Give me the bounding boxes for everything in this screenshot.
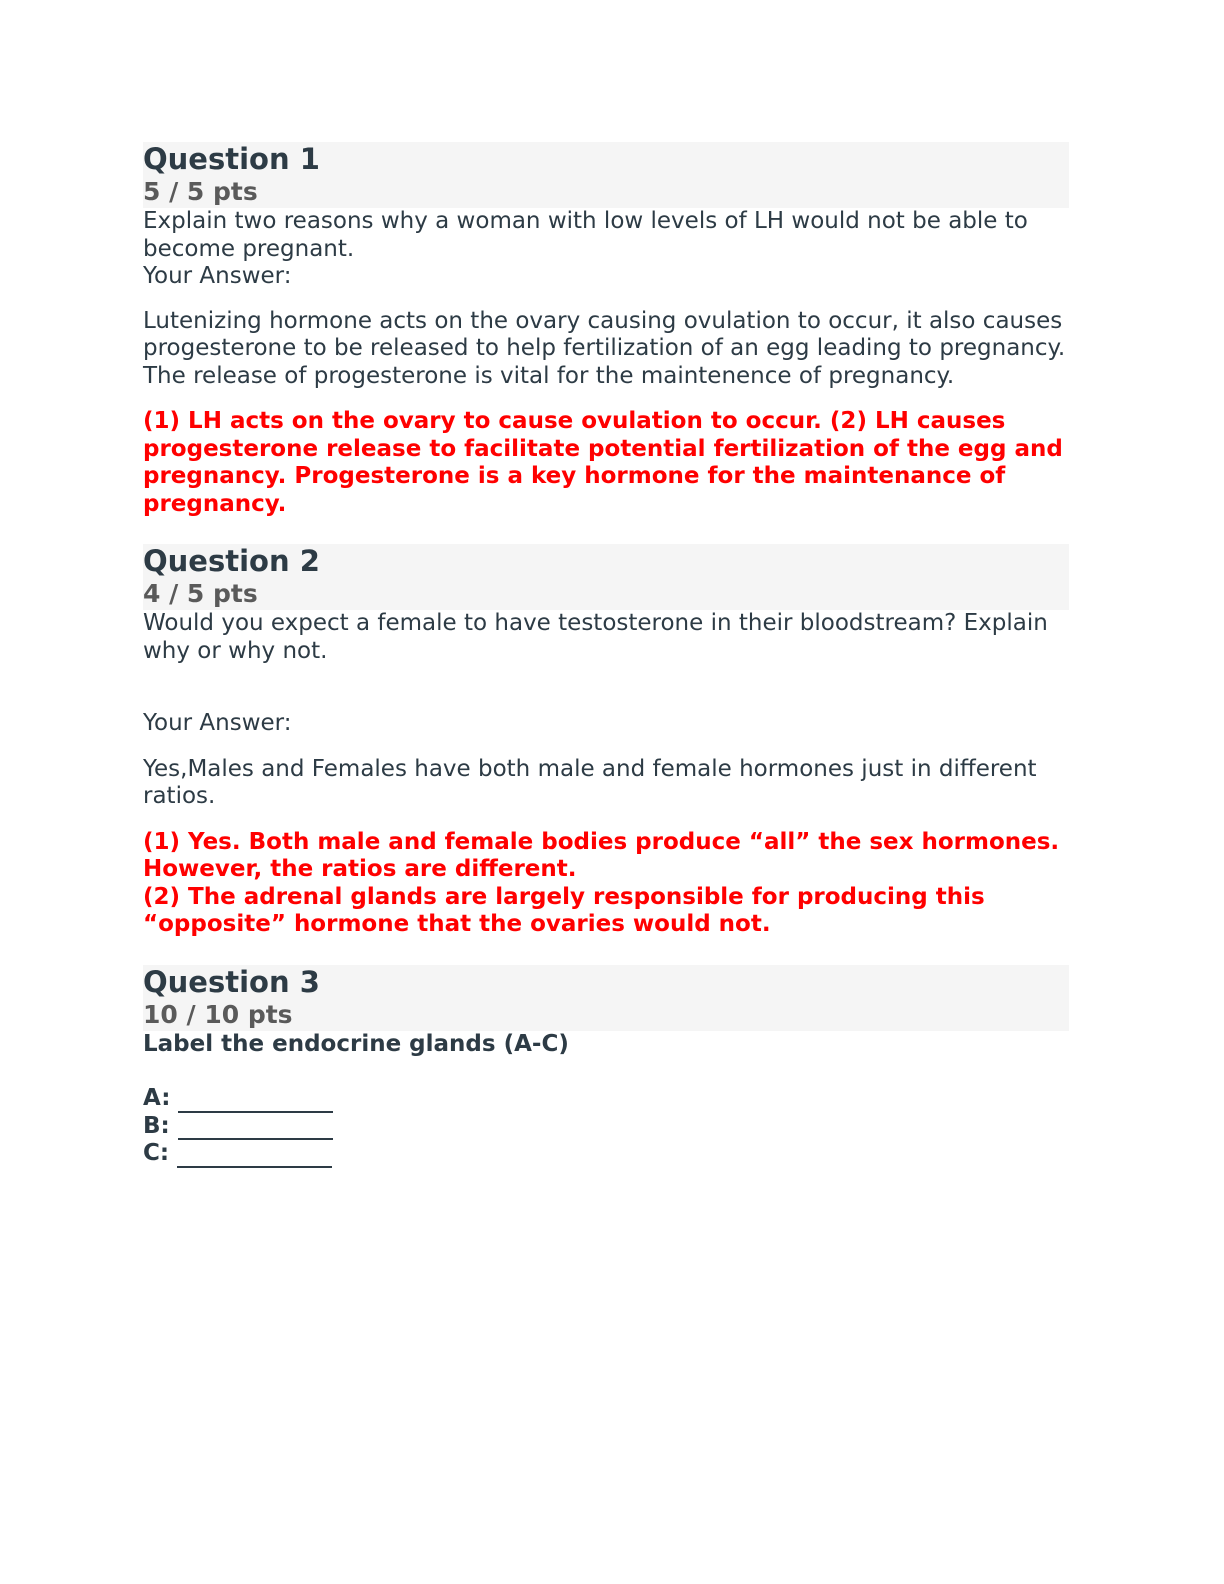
blank-label: C: xyxy=(143,1140,170,1166)
question-3 xyxy=(143,965,1069,1168)
question-header xyxy=(143,142,1069,208)
question-prompt: Explain two reasons why a woman with low levels of LH would not be able to become pregnant. xyxy=(143,208,1028,262)
question-2 xyxy=(143,544,1069,939)
question-header xyxy=(143,544,1069,610)
blank-a[interactable] xyxy=(143,1085,1069,1113)
question-title: Question 1 xyxy=(143,142,320,176)
question-title: Question 3 xyxy=(143,964,320,999)
question-points: 4 / 5 pts xyxy=(143,579,258,608)
feedback-text-1: (1) Yes. Both male and female bodies produce “all” the sex hormones. However, the ratios are different. xyxy=(143,828,1060,882)
answer-label: Your Answer: xyxy=(143,263,292,289)
blank-c[interactable] xyxy=(143,1140,1069,1168)
question-title: Question 2 xyxy=(143,544,320,578)
feedback-text-2: (2) The adrenal glands are largely responsible for producing this “opposite” hormone that the ovaries would not. xyxy=(143,883,985,937)
question-prompt: Label the endocrine glands (A-C) xyxy=(143,1030,569,1057)
blank-label: A: xyxy=(143,1085,171,1111)
question-1 xyxy=(143,142,1069,518)
question-prompt: Would you expect a female to have testosterone in their bloodstream? Explain why or why not. xyxy=(143,610,1048,664)
feedback-text: (1) LH acts on the ovary to cause ovulation to occur. (2) LH causes progesterone release to facilitate potential fertilization of the egg and pregnancy. Progesterone is a key hormone for the maintenance of pregnancy. xyxy=(143,408,1063,517)
question-points: 10 / 10 pts xyxy=(143,999,293,1029)
blank-line xyxy=(177,1146,332,1168)
student-answer: Lutenizing hormone acts on the ovary causing ovulation to occur, it also causes progesterone to be released to help fertilization of an egg leading to pregnancy. The release of progesterone is vital for the maintenence of pregnancy. xyxy=(143,307,1066,389)
student-answer: Yes,Males and Females have both male and female hormones just in different ratios. xyxy=(143,755,1037,809)
blank-b[interactable] xyxy=(143,1113,1069,1141)
blank-label: B: xyxy=(143,1112,170,1139)
answer-label: Your Answer: xyxy=(143,710,292,736)
question-points: 5 / 5 pts xyxy=(143,177,258,206)
quiz-results xyxy=(143,142,1069,1168)
question-header xyxy=(143,965,1069,1031)
blank-line xyxy=(178,1118,333,1140)
blank-line xyxy=(178,1091,333,1113)
label-blanks xyxy=(143,1085,1069,1168)
